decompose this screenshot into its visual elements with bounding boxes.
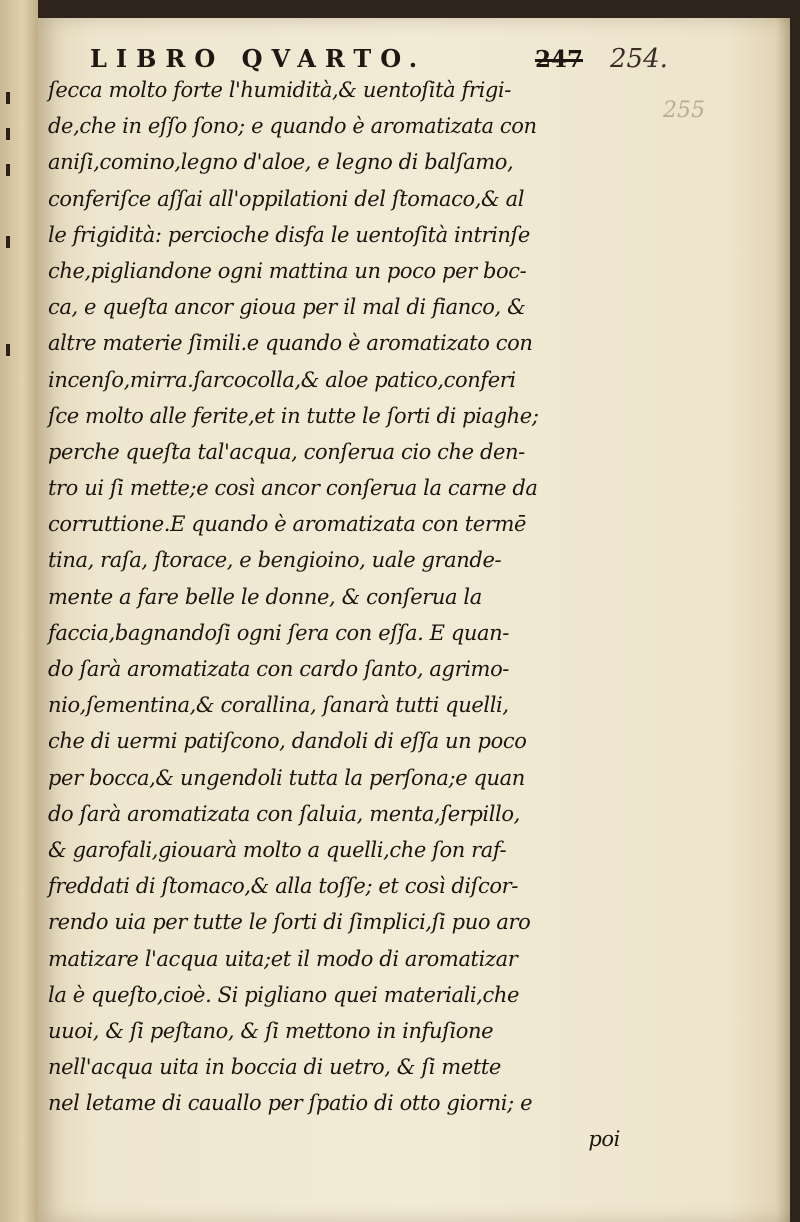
text-line: aniſi,comino,legno d'aloe, e legno di balſamo, — [48, 150, 514, 175]
text-line: faccia,bagnandoſi ogni ſera con eſſa. E quan- — [48, 620, 509, 645]
text-line: uuoi, & ſi peſtano, & ſi mettono in infuſione — [48, 1018, 494, 1043]
previous-page-edge — [0, 0, 38, 1222]
handwritten-folio-number: 254. — [610, 44, 668, 74]
text-line: nell'acqua uita in boccia di uetro, & ſi mette — [48, 1055, 501, 1080]
text-line: conferiſce aſſai all'oppilationi del ſtomaco,& al — [48, 186, 525, 211]
text-line: de,che in eſſo ſono; e quando è aromatizata con — [48, 114, 537, 139]
edge-mark — [6, 92, 10, 104]
text-line: rendo uia per tutte le ſorti di ſimplici,ſi puo aro — [48, 910, 531, 935]
edge-mark — [6, 236, 10, 248]
text-line: perche queſta tal'acqua, conſerua cio che den- — [48, 439, 525, 464]
margin-annotation: 255 — [663, 98, 705, 123]
book-page — [38, 18, 790, 1222]
text-line: le frigidità: percioche disfa le uentoſità intrinſe — [48, 222, 530, 247]
text-line: per bocca,& ungendoli tutta la perſona;e quan — [48, 765, 525, 790]
text-line: incenſo,mirra.ſarcocolla,& aloe patico,conferi — [48, 367, 516, 392]
edge-mark — [6, 128, 10, 140]
page-edge-shadow — [776, 18, 790, 1222]
running-head: LIBRO QVARTO. — [90, 44, 427, 73]
text-line: nel letame di cauallo per ſpatio di otto giorni; e — [48, 1091, 533, 1116]
text-line: tina, raſa, ſtorace, e bengioino, uale grande- — [48, 548, 502, 573]
text-line: do ſarà aromatizata con cardo ſanto, agrimo- — [48, 657, 510, 681]
catchword: poi — [588, 1127, 620, 1152]
text-line: ſce molto alle ferite,et in tutte le ſorti di piaghe; — [48, 403, 539, 428]
text-line: & garofali,giouarà molto a quelli,che ſon raf- — [48, 837, 507, 862]
text-line: tro ui ſi mette;e così ancor conſerua la carne da — [48, 476, 538, 501]
edge-mark — [6, 164, 10, 176]
struck-folio-number: 247 — [535, 46, 584, 73]
text-line: mente a fare belle le donne, & conſerua la — [48, 584, 482, 609]
text-line: corruttione.E quando è aromatizata con termē — [48, 512, 527, 537]
text-line: freddati di ſtomaco,& alla toſſe; et così diſcor- — [48, 874, 518, 899]
text-line: ca, e queſta ancor gioua per il mal di fianco, & — [48, 295, 526, 320]
edge-mark — [6, 344, 10, 356]
text-line: altre materie ſimili.e quando è aromatizato con — [48, 331, 533, 356]
body-text — [48, 72, 638, 1158]
text-line: la è queſto,cioè. Si pigliano quei materiali,che — [48, 982, 519, 1007]
text-line: nio,ſementina,& corallina, ſanarà tutti quelli, — [48, 693, 509, 718]
text-line: che,pigliandone ogni mattina un poco per boc- — [48, 258, 527, 283]
text-line: che di uermi patiſcono, dandoli di eſſa un poco — [48, 729, 527, 754]
text-line: do ſarà aromatizata con ſaluia, menta,ſerpillo, — [48, 801, 520, 826]
text-line: ſecca molto forte l'humidità,& uentoſità frigi- — [48, 78, 511, 102]
text-line: matizare l'acqua uita;et il modo di aromatizar — [48, 946, 518, 971]
